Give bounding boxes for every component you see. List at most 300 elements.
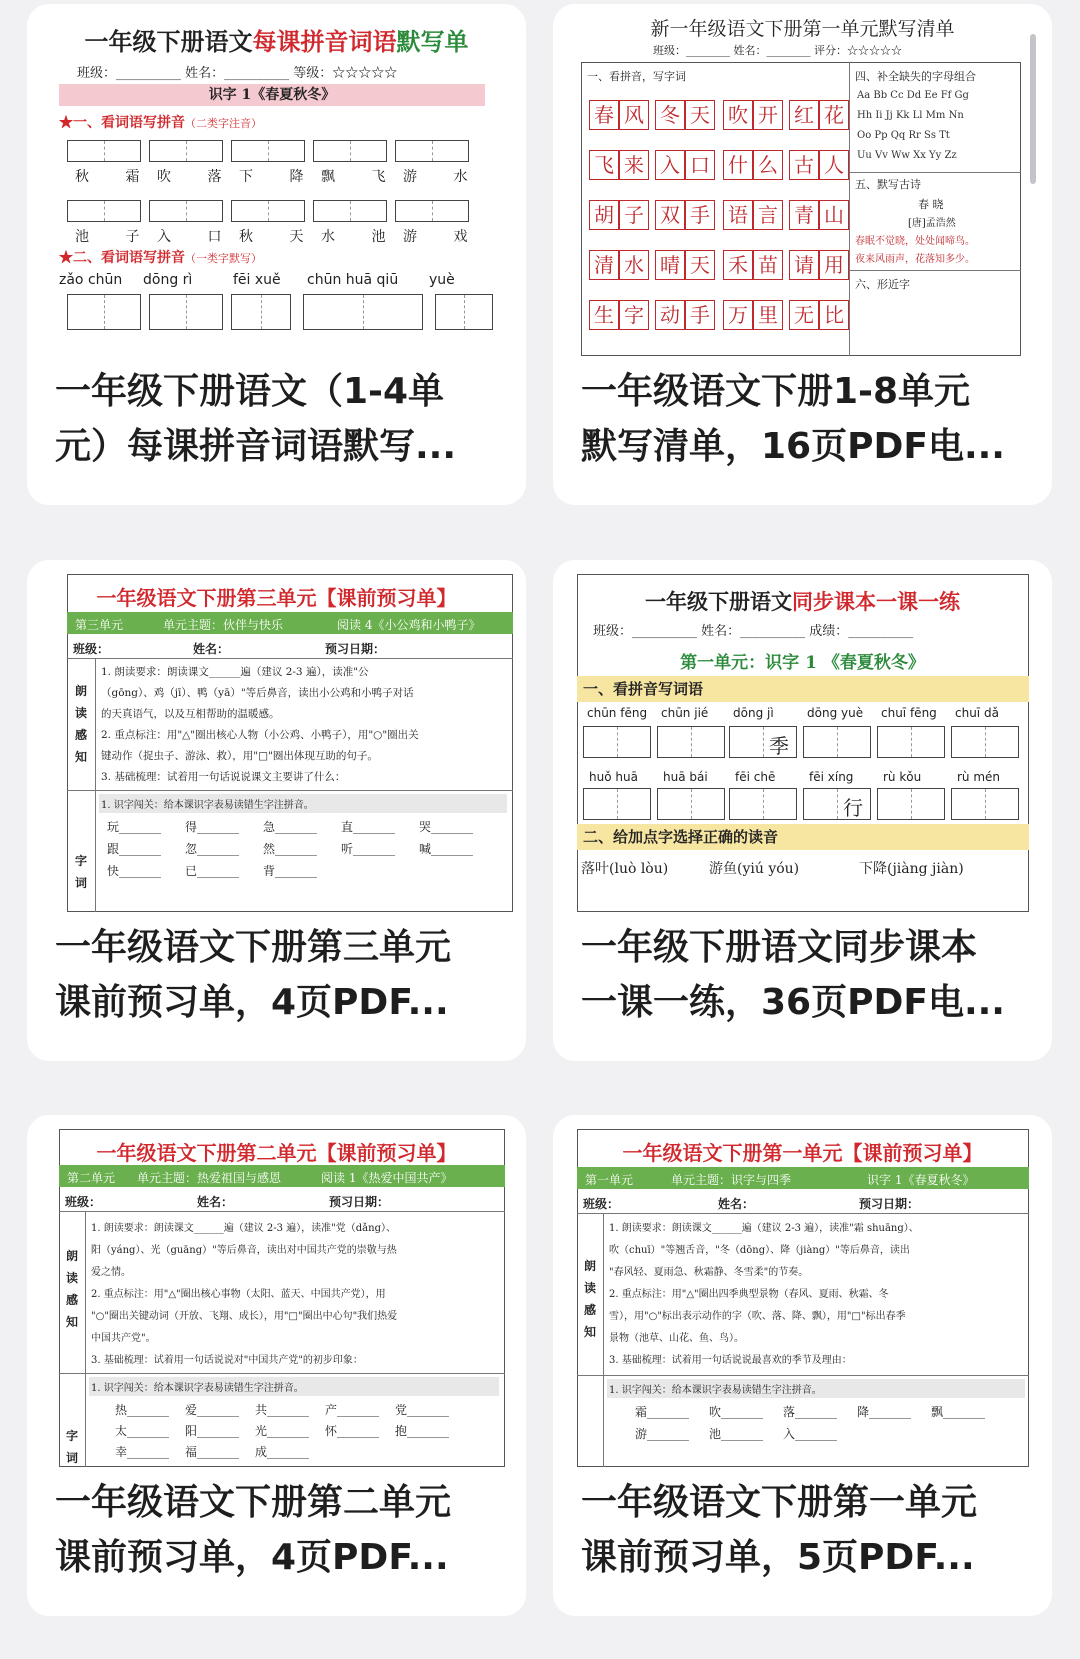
char-item: 然_______	[263, 842, 318, 856]
bar-theme: 单元主题：热爱祖国与感恩	[137, 1171, 282, 1185]
bar-lesson: 阅读 1《热爱中国共产》	[321, 1171, 453, 1185]
instruction-line: 3. 基础梳理：试着用一句话说说最喜欢的季节及理由：	[609, 1355, 852, 1366]
card-title[interactable]	[581, 1475, 1031, 1585]
grid-cell	[436, 295, 465, 329]
char-box-pair	[789, 200, 849, 230]
instruction-line: （gōng）、鸡（jī）、鸭（yā）"等后鼻音，读出小公鸡和小鸭子对话	[101, 687, 414, 699]
card-title-line-2: 课前预习单，4页PDF...	[55, 982, 449, 1023]
card-title-line-2: 课前预习单，4页PDF...	[55, 1537, 449, 1578]
card-title-line-2: 默写清单，16页PDF电...	[581, 426, 1005, 467]
pinyin-label: zǎo chūn	[59, 272, 123, 288]
char-item: 背_______	[263, 864, 318, 878]
grid-cell	[187, 141, 223, 161]
section-note: （二类字注音）	[185, 117, 262, 130]
char-box: 里	[753, 300, 783, 330]
section-title: 一、看拼音写词语	[577, 676, 1029, 702]
word-label: 游 戏	[403, 229, 484, 245]
char-box-pair	[655, 250, 715, 280]
pinyin-label: fēi xíng	[809, 770, 854, 784]
letter-row: Uu Vv Ww Xx Yy Zz	[857, 150, 957, 161]
grid-cell	[658, 727, 692, 757]
char-box: 来	[619, 150, 649, 180]
doc-title-tag: 【课前预习单】	[316, 1141, 457, 1165]
char-box: 入	[655, 150, 685, 180]
pinyin-grid	[67, 200, 141, 222]
card-thumbnail	[37, 1115, 516, 1467]
card-title[interactable]	[581, 364, 1031, 474]
char-box-pair	[655, 100, 715, 130]
char-box: 生	[589, 300, 619, 330]
grid-cell	[838, 727, 871, 757]
card-title-line-1: 一年级下册语文（1-4单	[55, 371, 445, 412]
grid-cell	[269, 141, 305, 161]
pinyin-label: rù mén	[957, 770, 1001, 784]
card-title[interactable]	[55, 364, 505, 474]
pinyin-grid	[313, 140, 387, 162]
char-grid	[435, 294, 493, 330]
doc-title: 一年级下册语文	[645, 589, 792, 614]
grid-cell	[105, 201, 141, 221]
char-item: 忽_______	[185, 842, 240, 856]
word-label: 秋 天	[239, 229, 320, 245]
grid-cell	[150, 201, 187, 221]
grid-cell	[584, 727, 618, 757]
char-box: 人	[819, 150, 849, 180]
section-title-similar: 六、形近字	[855, 278, 910, 291]
word-label: 下 降	[239, 169, 320, 185]
pinyin-label: yuè	[429, 272, 455, 288]
pinyin-label: fēi chē	[735, 770, 776, 784]
grid-cell	[433, 201, 469, 221]
char-box-pair	[589, 200, 649, 230]
pinyin-label: huā bái	[663, 770, 708, 784]
info-bar	[59, 1165, 505, 1187]
letter-row: Hh Ii Jj Kk Ll Mm Nn	[857, 110, 964, 121]
grid-cell	[396, 201, 433, 221]
grid-cell	[232, 141, 269, 161]
grid-cell	[187, 295, 223, 329]
char-item: 入_______	[783, 1427, 838, 1441]
field-class: 班级：	[583, 1197, 620, 1211]
card-title[interactable]	[581, 920, 1031, 1030]
side-label: 朗读感知	[584, 1259, 597, 1339]
instruction-line: 雪），用"○"标出表示动作的字（吹、落、降、飘），用"□"标出春季	[609, 1311, 906, 1322]
grid-cell	[912, 789, 945, 819]
task-line: 1. 识字闯关：给本课识字表易读错生字注拼音。	[89, 1377, 499, 1396]
letter-row: Oo Pp Qq Rr Ss Tt	[857, 130, 950, 141]
pinyin-grid	[395, 140, 469, 162]
section-title: ★一、看词语写拼音	[59, 115, 185, 131]
grid-cell	[232, 201, 269, 221]
char-grid	[583, 726, 651, 758]
instruction-line: 键动作（捉虫子、游泳、救），用"□"圈出体现互助的句子。	[101, 750, 378, 762]
word-label: 吹 落	[157, 169, 238, 185]
instruction-line: 1. 朗读要求：朗读课文______遍（建议 2-3 遍），读准"党（dǎng）、	[91, 1223, 396, 1234]
char-box: 子	[619, 200, 649, 230]
grid-cell	[396, 141, 433, 161]
char-box-pair	[589, 100, 649, 130]
char-grid	[149, 294, 223, 330]
char-box: 请	[789, 250, 819, 280]
char-box: 风	[619, 100, 649, 130]
info-bar	[67, 612, 513, 634]
char-box: 花	[819, 100, 849, 130]
char-item: 霜_______	[635, 1405, 690, 1419]
card-title-line-1: 一年级下册语文同步课本	[581, 927, 978, 968]
char-box-pair	[723, 100, 783, 130]
choice-3: 下降(jiàng jiàn)	[859, 861, 964, 877]
grid-cell	[730, 789, 764, 819]
bar-unit: 第二单元	[67, 1171, 116, 1185]
field-date: 预习日期：	[325, 642, 386, 656]
char-box: 清	[589, 250, 619, 280]
instruction-line: 2. 重点标注：用"△"圈出四季典型景物（春风、夏雨、秋霜、冬	[609, 1289, 889, 1300]
grid-cell	[68, 295, 105, 329]
pinyin-label: chuī fēng	[881, 706, 937, 720]
grid-cell	[262, 295, 291, 329]
char-item: 池_______	[709, 1427, 764, 1441]
grid-cell	[804, 789, 838, 819]
char-grid	[657, 726, 725, 758]
grid-cell	[804, 727, 838, 757]
letter-row: Aa Bb Cc Dd Ee Ff Gg	[857, 90, 969, 101]
char-box: 手	[685, 300, 715, 330]
pinyin-grid	[395, 200, 469, 222]
char-box: 红	[789, 100, 819, 130]
char-item: 共_______	[255, 1403, 310, 1417]
card-title-line-2: 课前预习单，5页PDF...	[581, 1537, 975, 1578]
filled-char: 行	[843, 796, 863, 820]
doc-title: 一年级语文下册第三单元	[96, 586, 317, 610]
instruction-line: 3. 基础梳理：试着用一句话说说课文主要讲了什么：	[101, 771, 346, 783]
card-title-line-2: 一课一练，36页PDF电...	[581, 982, 1005, 1023]
bar-unit: 第一单元	[585, 1173, 634, 1187]
char-item: 吹_______	[709, 1405, 764, 1419]
char-item: 爱_______	[185, 1403, 240, 1417]
char-box: 冬	[655, 100, 685, 130]
doc-fields: 班级：__________ 姓名：__________ 成绩：__________	[593, 624, 914, 639]
unit-title: 第一单元：识字 1 《春夏秋冬》	[680, 653, 925, 673]
field-class: 班级：	[73, 642, 110, 656]
char-item: 得_______	[185, 820, 240, 834]
char-item: 党_______	[395, 1403, 450, 1417]
pinyin-label: huǒ huā	[589, 770, 638, 784]
doc-title-tag: 【课前预习单】	[842, 1141, 983, 1165]
grid-cell	[952, 727, 986, 757]
char-item: 热_______	[115, 1403, 170, 1417]
char-box-pair	[723, 300, 783, 330]
card-thumbnail	[563, 560, 1042, 912]
char-box: 青	[789, 200, 819, 230]
char-box-pair	[655, 200, 715, 230]
grid-cell	[304, 295, 364, 329]
grid-cell	[314, 201, 351, 221]
word-label: 池 子	[75, 229, 156, 245]
char-box: 胡	[589, 200, 619, 230]
task-line: 1. 识字闯关：给本课识字表易读错生字注拼音。	[607, 1379, 1025, 1398]
pinyin-grid	[149, 140, 223, 162]
pinyin-grid	[313, 200, 387, 222]
filled-char: 季	[769, 734, 789, 758]
char-item: 玩_______	[107, 820, 162, 834]
char-item: 阳_______	[185, 1424, 240, 1438]
resource-card-1[interactable]	[27, 4, 526, 505]
char-item: 已_______	[185, 864, 240, 878]
card-title-line-1: 一年级语文下册第一单元	[581, 1482, 978, 1523]
char-item: 哭_______	[419, 820, 474, 834]
instruction-line: 吹（chuī）"等翘舌音，"冬（dōng）、降（jiàng）"等后鼻音，读出	[609, 1245, 910, 1256]
section-title-2: ★二、看词语写拼音	[59, 250, 185, 266]
char-box: 语	[723, 200, 753, 230]
grid-cell	[150, 295, 187, 329]
char-box: 天	[685, 100, 715, 130]
poem-author: [唐]孟浩然	[908, 218, 956, 229]
char-item: 喊_______	[419, 842, 474, 856]
char-box: 口	[685, 150, 715, 180]
resource-card-2[interactable]	[553, 4, 1052, 505]
pinyin-label: chūn huā qiū	[307, 272, 399, 288]
side-label: 朗读感知	[66, 1249, 79, 1329]
grid-cell	[730, 727, 764, 757]
char-item: 游_______	[635, 1427, 690, 1441]
section-title-2: 二、给加点字选择正确的读音	[577, 824, 1029, 850]
pinyin-grid	[231, 140, 305, 162]
bar-lesson: 识字 1《春夏秋冬》	[867, 1173, 975, 1187]
section-title: 一、看拼音，写字词	[587, 70, 686, 83]
char-grid	[951, 726, 1019, 758]
grid-cell	[912, 727, 945, 757]
instruction-line: 阳（yáng）、光（guāng）"等后鼻音，读出对中国共产党的崇敬与热	[91, 1245, 397, 1256]
char-item: 产_______	[325, 1403, 380, 1417]
grid-cell	[351, 141, 387, 161]
grid-cell	[364, 295, 423, 329]
doc-fields: 班级：__________ 姓名：__________ 等级：☆☆☆☆☆	[77, 66, 398, 81]
resource-card-3[interactable]	[27, 560, 526, 1061]
char-box: 飞	[589, 150, 619, 180]
word-label: 飘 飞	[321, 169, 402, 185]
grid-cell	[187, 201, 223, 221]
side-label-2: 字词	[75, 854, 88, 890]
pinyin-grid	[67, 140, 141, 162]
section-title-poem: 五、默写古诗	[855, 178, 921, 191]
char-box: 动	[655, 300, 685, 330]
char-box: 么	[753, 150, 783, 180]
section-note-2: （一类字默写）	[185, 252, 262, 265]
char-box: 晴	[655, 250, 685, 280]
word-label: 入 口	[157, 229, 238, 245]
grid-cell	[269, 201, 305, 221]
instruction-line: 的天真语气，以及互相帮助的温暖感。	[101, 708, 280, 720]
char-box-pair	[723, 150, 783, 180]
field-date: 预习日期：	[859, 1197, 920, 1211]
char-grid	[583, 788, 651, 820]
resource-card-6[interactable]	[553, 1115, 1052, 1616]
doc-fields: 班级：________ 姓名：________ 评分：☆☆☆☆☆	[653, 44, 902, 57]
doc-title-red: 每课拼音词语	[252, 27, 397, 56]
word-label: 游 水	[403, 169, 484, 185]
doc-title: 一年级语文下册第一单元	[622, 1141, 843, 1165]
card-thumbnail	[37, 4, 516, 356]
pinyin-label: chūn fēng	[587, 706, 648, 720]
char-item: 幸_______	[115, 1445, 170, 1459]
char-item: 快_______	[107, 864, 162, 878]
char-box: 什	[723, 150, 753, 180]
resource-card-4[interactable]	[553, 560, 1052, 1061]
instruction-line: "○"圈出关键动词（开放、飞翔、成长），用"□"圈出中心句"我们热爱	[91, 1311, 398, 1322]
char-item: 太_______	[115, 1424, 170, 1438]
char-box: 比	[819, 300, 849, 330]
grid-cell	[584, 789, 618, 819]
char-box: 春	[589, 100, 619, 130]
grid-cell	[232, 295, 262, 329]
choice-1: 落叶(luò lòu)	[581, 861, 669, 877]
card-thumbnail	[563, 1115, 1042, 1467]
doc-title: 一年级下册语文	[84, 27, 253, 56]
char-box: 山	[819, 200, 849, 230]
side-label-2: 字词	[66, 1429, 79, 1465]
doc-title-red: 同步课本一课一练	[792, 589, 960, 614]
field-name: 姓名：	[718, 1197, 755, 1211]
pinyin-label: dōng yuè	[807, 706, 864, 720]
char-grid	[951, 788, 1019, 820]
char-grid	[657, 788, 725, 820]
char-box: 无	[789, 300, 819, 330]
info-bar	[577, 1167, 1029, 1189]
grid-cell	[68, 201, 105, 221]
char-box: 水	[619, 250, 649, 280]
char-box: 吹	[723, 100, 753, 130]
char-grid	[877, 726, 945, 758]
instruction-line: "春风轻、夏雨急、秋霜静、冬雪柔"的节奏。	[609, 1267, 809, 1278]
card-title[interactable]	[55, 920, 505, 1030]
pinyin-grid	[231, 200, 305, 222]
char-box-pair	[589, 250, 649, 280]
bar-unit: 第三单元	[75, 618, 124, 632]
grid-cell	[618, 727, 651, 757]
bar-theme: 单元主题：识字与四季	[671, 1173, 792, 1187]
char-grid	[231, 294, 291, 330]
doc-title: 新一年级语文下册第一单元默写清单	[650, 18, 955, 40]
char-item: 飘_______	[931, 1405, 986, 1419]
word-label: 水 池	[321, 229, 402, 245]
char-item: 抱_______	[395, 1424, 450, 1438]
instruction-line: 2. 重点标注：用"△"圈出核心事物（太阳、蓝天、中国共产党），用	[91, 1289, 386, 1300]
pinyin-label: dōng rì	[143, 272, 193, 288]
section-title-letters: 四、补全缺失的字母组合	[855, 70, 976, 83]
pinyin-grid	[149, 200, 223, 222]
char-box-pair	[789, 300, 849, 330]
card-title-line-1: 一年级语文下册第三单元	[55, 927, 452, 968]
grid-cell	[150, 141, 187, 161]
instruction-line: 爱之情。	[91, 1267, 131, 1278]
field-name: 姓名：	[193, 642, 230, 656]
char-item: 直_______	[341, 820, 396, 834]
char-item: 跟_______	[107, 842, 162, 856]
bar-lesson: 阅读 4《小公鸡和小鸭子》	[337, 618, 481, 632]
char-item: 成_______	[255, 1445, 310, 1459]
instruction-line: 1. 朗读要求：朗读课文______遍（建议 2-3 遍），读准"霜 shuāng）、	[609, 1223, 919, 1234]
char-box: 字	[619, 300, 649, 330]
card-title-line-1: 一年级语文下册1-8单元	[581, 371, 971, 412]
char-box: 开	[753, 100, 783, 130]
char-box-pair	[655, 150, 715, 180]
char-box: 禾	[723, 250, 753, 280]
char-grid	[303, 294, 423, 330]
char-item: 降_______	[857, 1405, 912, 1419]
grid-cell	[952, 789, 986, 819]
resource-card-5[interactable]	[27, 1115, 526, 1616]
doc-title-green: 默写单	[396, 27, 469, 56]
char-grid	[729, 788, 797, 820]
grid-cell	[433, 141, 469, 161]
grid-cell	[692, 727, 725, 757]
field-name: 姓名：	[197, 1195, 234, 1209]
pinyin-label: chuī dǎ	[955, 706, 999, 720]
char-item: 福_______	[185, 1445, 240, 1459]
char-box-pair	[789, 100, 849, 130]
char-box-pair	[723, 250, 783, 280]
instruction-line: 景物（池草、山花、鱼、鸟）。	[609, 1333, 744, 1344]
char-box-pair	[723, 200, 783, 230]
poem-line-2: 夜来风雨声，花落知多少。	[855, 254, 975, 265]
instruction-line: 1. 朗读要求：朗读课文______遍（建议 2-3 遍），读准"公	[101, 666, 369, 678]
char-box: 苗	[753, 250, 783, 280]
char-box-pair	[789, 150, 849, 180]
card-title[interactable]	[55, 1475, 505, 1585]
char-grid	[877, 788, 945, 820]
field-date: 预习日期：	[329, 1195, 390, 1209]
card-title-line-2: 元）每课拼音词语默写...	[55, 426, 457, 467]
grid-cell	[878, 789, 912, 819]
grid-cell	[465, 295, 493, 329]
word-label: 秋 霜	[75, 169, 156, 185]
card-title-line-1: 一年级语文下册第二单元	[55, 1482, 452, 1523]
char-box-pair	[589, 300, 649, 330]
doc-title-tag: 【课前预习单】	[316, 586, 457, 610]
grid-cell	[692, 789, 725, 819]
pinyin-label: dōng jì	[733, 706, 774, 720]
char-box: 万	[723, 300, 753, 330]
char-box: 用	[819, 250, 849, 280]
task-line: 1. 识字闯关：给本课识字表易读错生字注拼音。	[99, 794, 507, 813]
grid-cell	[105, 295, 141, 329]
poem-title: 春 晓	[918, 198, 944, 211]
grid-cell	[986, 727, 1019, 757]
poem-line-1: 春眠不觉晓，处处闻啼鸟。	[855, 236, 975, 247]
grid-cell	[618, 789, 651, 819]
char-item: 怀_______	[325, 1424, 380, 1438]
char-item: 听_______	[341, 842, 396, 856]
field-class: 班级：	[65, 1195, 102, 1209]
pinyin-label: chūn jié	[661, 706, 709, 720]
char-box-pair	[589, 150, 649, 180]
doc-title: 一年级语文下册第二单元	[96, 1141, 317, 1165]
grid-cell	[314, 141, 351, 161]
card-thumbnail	[37, 560, 516, 912]
grid-cell	[986, 789, 1019, 819]
char-box-pair	[789, 250, 849, 280]
grid-cell	[105, 141, 141, 161]
card-thumbnail	[563, 4, 1042, 356]
instruction-line: 中国共产党"。	[91, 1333, 156, 1344]
char-box-pair	[655, 300, 715, 330]
grid-cell	[68, 141, 105, 161]
char-box: 天	[685, 250, 715, 280]
scrollbar[interactable]	[1030, 34, 1036, 184]
bar-theme: 单元主题：伙伴与快乐	[163, 618, 284, 632]
char-grid	[67, 294, 141, 330]
grid-cell	[878, 727, 912, 757]
